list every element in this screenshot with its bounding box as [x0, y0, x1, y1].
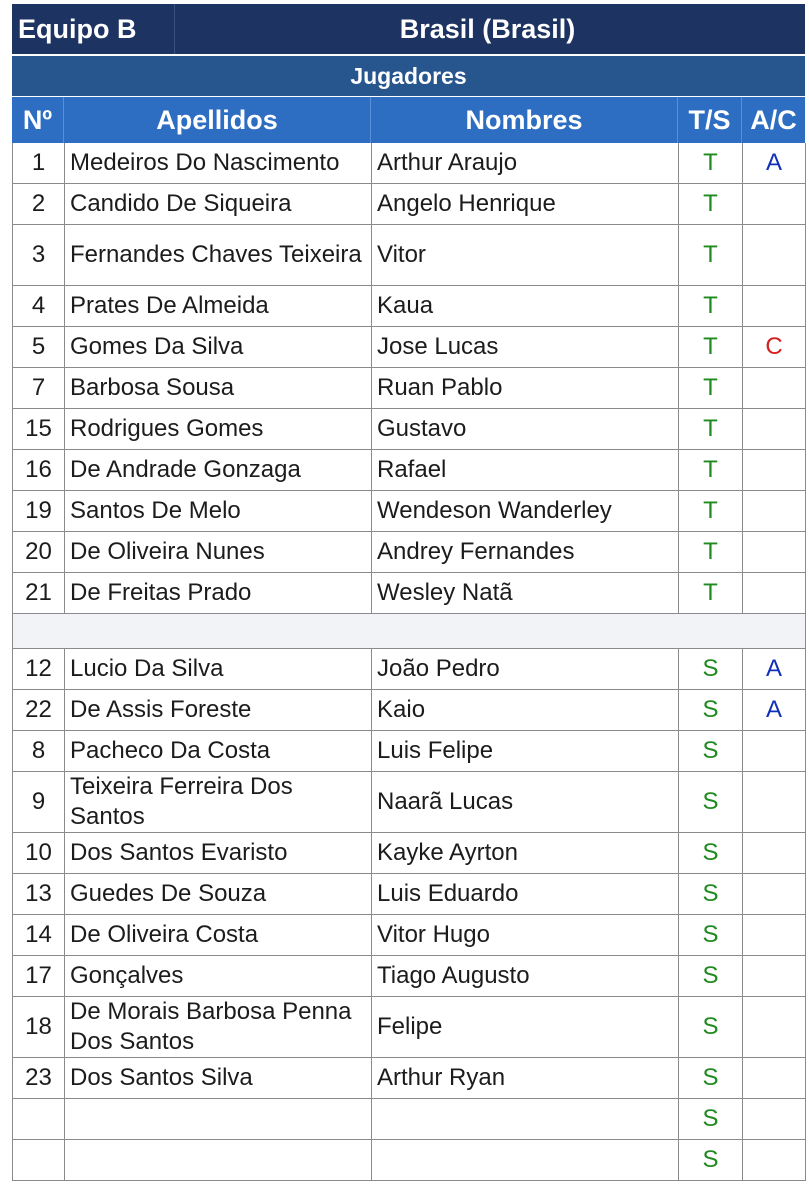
player-ts: T	[679, 491, 743, 531]
player-ts: T	[679, 450, 743, 490]
player-nombres: Arthur Ryan	[372, 1058, 679, 1098]
player-nombres: Angelo Henrique	[372, 184, 679, 224]
player-row	[13, 649, 806, 690]
group-separator	[13, 614, 806, 649]
player-ac: A	[743, 690, 806, 730]
player-number: 18	[13, 997, 65, 1057]
player-row	[13, 409, 806, 450]
player-number: 16	[13, 450, 65, 490]
player-row	[13, 532, 806, 573]
column-header-ts: T/S	[678, 97, 742, 143]
player-apellidos: De Oliveira Nunes	[65, 532, 372, 572]
player-nombres: João Pedro	[372, 649, 679, 689]
player-nombres: Gustavo	[372, 409, 679, 449]
player-nombres: Ruan Pablo	[372, 368, 679, 408]
player-number: 13	[13, 874, 65, 914]
player-apellidos: Fernandes Chaves Teixeira	[65, 225, 372, 285]
player-row	[13, 286, 806, 327]
player-ac	[743, 368, 806, 408]
player-row	[13, 731, 806, 772]
player-number: 19	[13, 491, 65, 531]
player-ts: T	[679, 573, 743, 613]
player-apellidos: Dos Santos Silva	[65, 1058, 372, 1098]
player-row	[13, 1099, 806, 1140]
player-row	[13, 1140, 806, 1181]
player-nombres: Naarã Lucas	[372, 772, 679, 832]
player-ac	[743, 731, 806, 771]
player-ac	[743, 772, 806, 832]
player-ts: T	[679, 286, 743, 326]
player-nombres: Wendeson Wanderley	[372, 491, 679, 531]
player-ts: T	[679, 143, 743, 183]
player-apellidos: De Andrade Gonzaga	[65, 450, 372, 490]
player-nombres: Andrey Fernandes	[372, 532, 679, 572]
column-header-apellidos: Apellidos	[64, 97, 371, 143]
player-ac	[743, 1058, 806, 1098]
player-ac	[743, 956, 806, 996]
starters-group	[13, 143, 806, 614]
player-ts: S	[679, 1140, 743, 1180]
player-row	[13, 1058, 806, 1099]
player-ac	[743, 286, 806, 326]
team-header-bar	[12, 4, 805, 54]
player-ts: T	[679, 409, 743, 449]
column-header-nombres: Nombres	[371, 97, 678, 143]
player-nombres: Luis Eduardo	[372, 874, 679, 914]
player-row	[13, 833, 806, 874]
player-nombres: Vitor Hugo	[372, 915, 679, 955]
player-ac	[743, 225, 806, 285]
player-ts: T	[679, 184, 743, 224]
player-apellidos: Teixeira Ferreira Dos Santos	[65, 772, 372, 832]
player-number	[13, 1099, 65, 1139]
player-number: 2	[13, 184, 65, 224]
player-ts: T	[679, 225, 743, 285]
player-apellidos: De Morais Barbosa Penna Dos Santos	[65, 997, 372, 1057]
player-number: 12	[13, 649, 65, 689]
player-row	[13, 772, 806, 833]
player-apellidos: Gomes Da Silva	[65, 327, 372, 367]
player-number: 22	[13, 690, 65, 730]
player-ts: S	[679, 1058, 743, 1098]
player-nombres: Vitor	[372, 225, 679, 285]
player-apellidos: De Oliveira Costa	[65, 915, 372, 955]
player-apellidos: Santos De Melo	[65, 491, 372, 531]
player-apellidos: Lucio Da Silva	[65, 649, 372, 689]
player-nombres: Felipe	[372, 997, 679, 1057]
player-number	[13, 1140, 65, 1180]
player-ts: S	[679, 649, 743, 689]
player-apellidos: Gonçalves	[65, 956, 372, 996]
player-ts: S	[679, 1099, 743, 1139]
player-ts: S	[679, 915, 743, 955]
player-number: 4	[13, 286, 65, 326]
player-number: 23	[13, 1058, 65, 1098]
player-ts: T	[679, 327, 743, 367]
player-ac: A	[743, 649, 806, 689]
column-header-row	[12, 97, 805, 143]
player-apellidos: Pacheco Da Costa	[65, 731, 372, 771]
player-ts: S	[679, 956, 743, 996]
player-row	[13, 368, 806, 409]
player-row	[13, 491, 806, 532]
player-nombres: Kayke Ayrton	[372, 833, 679, 873]
player-nombres: Kaio	[372, 690, 679, 730]
player-ts: S	[679, 997, 743, 1057]
player-ts: S	[679, 690, 743, 730]
player-row	[13, 143, 806, 184]
player-nombres: Luis Felipe	[372, 731, 679, 771]
player-ts: S	[679, 731, 743, 771]
player-apellidos: Guedes De Souza	[65, 874, 372, 914]
player-number: 5	[13, 327, 65, 367]
player-ac	[743, 409, 806, 449]
player-ac	[743, 491, 806, 531]
player-ac	[743, 915, 806, 955]
player-apellidos: De Assis Foreste	[65, 690, 372, 730]
player-nombres: Tiago Augusto	[372, 956, 679, 996]
player-apellidos: Dos Santos Evaristo	[65, 833, 372, 873]
player-ac	[743, 573, 806, 613]
player-apellidos	[65, 1140, 372, 1180]
player-row	[13, 225, 806, 286]
player-number: 14	[13, 915, 65, 955]
player-number: 21	[13, 573, 65, 613]
player-ts: S	[679, 772, 743, 832]
player-ac: A	[743, 143, 806, 183]
player-nombres: Kaua	[372, 286, 679, 326]
players-table	[12, 143, 806, 1181]
player-number: 1	[13, 143, 65, 183]
player-ac	[743, 874, 806, 914]
player-ts: T	[679, 532, 743, 572]
player-ac: C	[743, 327, 806, 367]
player-row	[13, 573, 806, 614]
player-row	[13, 450, 806, 491]
player-row	[13, 874, 806, 915]
player-apellidos: De Freitas Prado	[65, 573, 372, 613]
player-row	[13, 915, 806, 956]
player-nombres: Wesley Natã	[372, 573, 679, 613]
player-nombres: Jose Lucas	[372, 327, 679, 367]
player-ts: S	[679, 874, 743, 914]
player-number: 3	[13, 225, 65, 285]
player-nombres	[372, 1099, 679, 1139]
player-ac	[743, 1140, 806, 1180]
player-ac	[743, 833, 806, 873]
player-ac	[743, 184, 806, 224]
player-ac	[743, 532, 806, 572]
player-row	[13, 184, 806, 225]
player-number: 7	[13, 368, 65, 408]
player-row	[13, 956, 806, 997]
column-header-ac: A/C	[750, 104, 797, 135]
player-apellidos: Medeiros Do Nascimento	[65, 143, 372, 183]
player-apellidos: Barbosa Sousa	[65, 368, 372, 408]
player-nombres: Rafael	[372, 450, 679, 490]
player-number: 17	[13, 956, 65, 996]
player-row	[13, 327, 806, 368]
player-ac	[743, 1099, 806, 1139]
player-apellidos: Rodrigues Gomes	[65, 409, 372, 449]
substitutes-group	[13, 649, 806, 1181]
player-apellidos: Candido De Siqueira	[65, 184, 372, 224]
player-row	[13, 690, 806, 731]
player-ts: S	[679, 833, 743, 873]
player-apellidos: Prates De Almeida	[65, 286, 372, 326]
team-name: Brasil (Brasil)	[399, 13, 576, 44]
player-ts: T	[679, 368, 743, 408]
player-number: 9	[13, 772, 65, 832]
player-nombres	[372, 1140, 679, 1180]
section-title: Jugadores	[12, 56, 805, 96]
player-row	[13, 997, 806, 1058]
player-ac	[743, 450, 806, 490]
player-nombres: Arthur Araujo	[372, 143, 679, 183]
player-ac	[743, 997, 806, 1057]
player-number: 20	[13, 532, 65, 572]
player-number: 15	[13, 409, 65, 449]
player-number: 8	[13, 731, 65, 771]
column-header-num: Nº	[12, 97, 64, 143]
player-number: 10	[13, 833, 65, 873]
player-apellidos	[65, 1099, 372, 1139]
team-label: Equipo B	[12, 4, 175, 54]
